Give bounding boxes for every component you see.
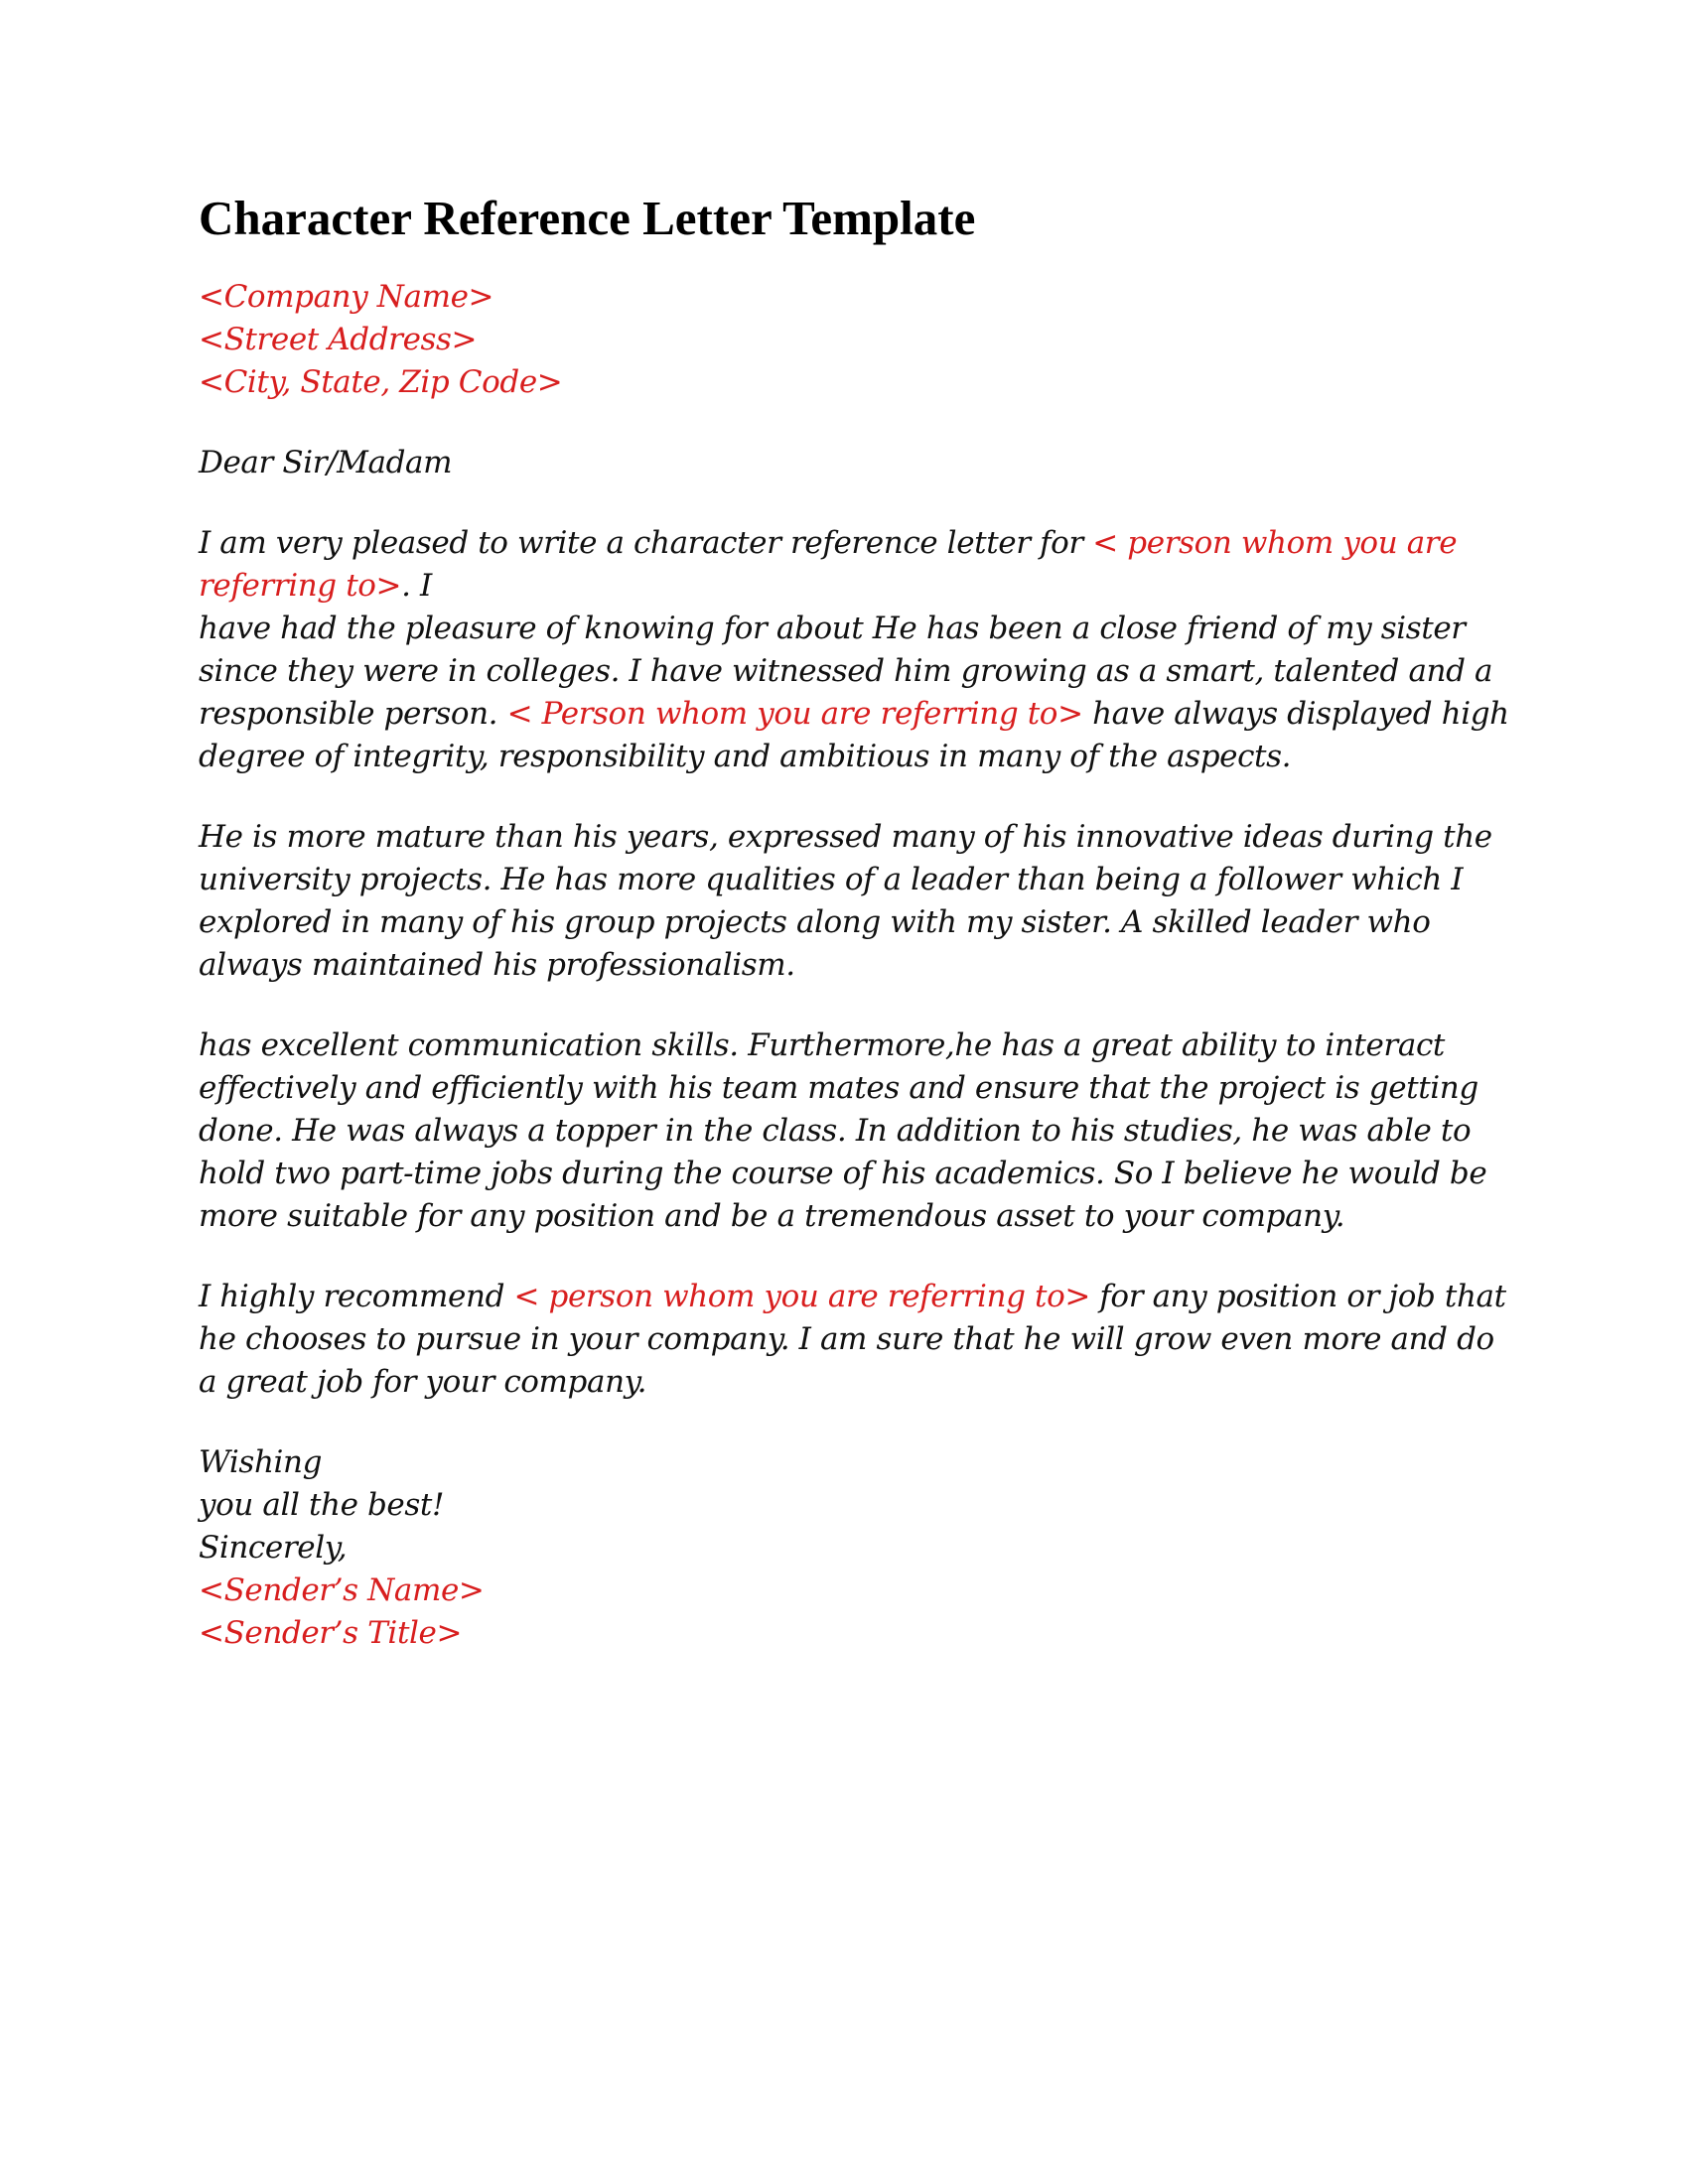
salutation: Dear Sir/Madam [199,445,453,480]
closing-wishing: Wishing [199,1444,323,1480]
closing-block [199,1441,1509,1655]
recommendation-intro: I highly recommend [199,1279,514,1314]
sender-name-placeholder: <Sender’s Name> [199,1572,485,1608]
closing-sincerely: Sincerely, [199,1530,348,1566]
recommendation-rest: for any position or job that he chooses to pursue in your company. I am sure that he will grow even more and do a great job for your company. [199,1279,1506,1400]
recipient-address [199,276,1509,404]
street-address-placeholder: <Street Address> [199,322,478,357]
paragraph-recommendation [199,1276,1509,1404]
referee-placeholder: < person whom you are referring to> [199,525,1458,604]
city-state-zip-placeholder: <City, State, Zip Code> [199,364,563,400]
paragraph-skills: has excellent communication skills. Furthermore,he has a great ability to interact effectively and efficiently with his team mates and ensure that the project is getting done. He was always a topper in the class. In addition to his studies, he was able to hold two part-time jobs during the course of his academics. So I believe he would be more suitable for any position and be a tremendous asset to your company. [199,1027,1487,1234]
document-title: Character Reference Letter Template [199,191,976,245]
paragraph-intro [199,522,1509,778]
paragraph-intro-line2: have had the pleasure of knowing for about He has been a close friend of my sister since they were in colleges. I have witnessed him growing as a smart, talented and a responsible person. [199,611,1493,732]
referee-placeholder-3: < person whom you are referring to> [513,1279,1090,1314]
referee-placeholder-2: < Person whom you are referring to> [506,696,1083,732]
paragraph-intro-after: . I [401,568,432,604]
paragraph-intro-text: I am very pleased to write a character reference letter for [199,525,1093,561]
closing-best: you all the best! [199,1487,444,1523]
company-name-placeholder: <Company Name> [199,279,494,315]
paragraph-intro-rest: have always displayed high degree of integrity, responsibility and ambitious in many of the aspects. [199,696,1509,774]
letter-content [199,189,1509,1655]
paragraph-maturity: He is more mature than his years, expressed many of his innovative ideas during the university projects. He has more qualities of a leader than being a follower which I explored in many of his group projects along with my sister. A skilled leader who always maintained his professionalism. [199,819,1492,983]
sender-title-placeholder: <Sender’s Title> [199,1615,463,1651]
